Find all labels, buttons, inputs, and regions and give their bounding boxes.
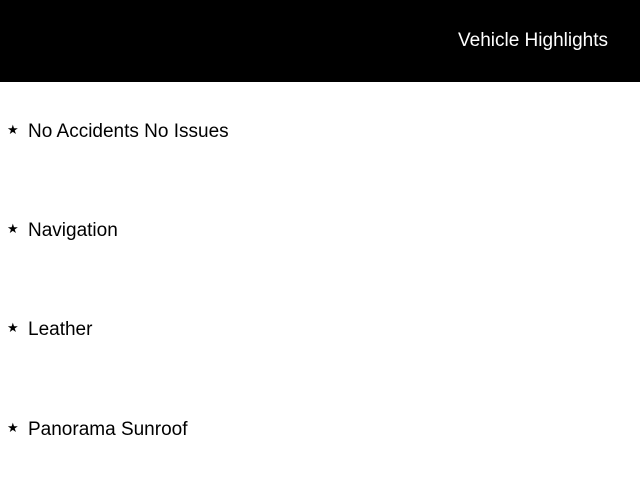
highlight-item-no-accidents — [0, 120, 640, 144]
page-title: Vehicle Highlights — [458, 30, 608, 51]
highlight-item-leather — [0, 318, 640, 342]
highlights-header — [0, 0, 640, 82]
star-icon: ★ — [7, 321, 19, 336]
highlight-label: No Accidents No Issues — [28, 121, 229, 142]
highlight-item-navigation — [0, 219, 640, 243]
star-icon: ★ — [7, 421, 19, 436]
highlight-item-panorama-sunroof — [0, 418, 640, 442]
star-icon: ★ — [7, 123, 19, 138]
highlight-label: Panorama Sunroof — [28, 419, 188, 440]
highlight-label: Navigation — [28, 220, 118, 241]
highlight-label: Leather — [28, 319, 93, 340]
highlights-list — [0, 82, 640, 480]
star-icon: ★ — [7, 222, 19, 237]
